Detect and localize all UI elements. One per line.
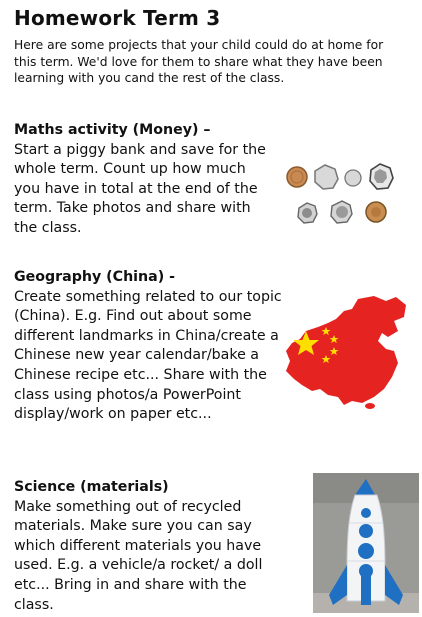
geography-heading: Geography (China) - [14, 269, 176, 285]
geography-body: Create something related to our topic (China). E.g. Find out about some different landmarks in China/create a Chinese new year calendar/bake a Chinese recipe etc... Share with the class using photos/a PowerPoint display/work on paper etc... [14, 288, 282, 423]
intro-paragraph: Here are some projects that your child could do at home for this term. We'd love for them to share what they have been learning with you cand the rest of the class. [14, 38, 384, 85]
maths-section [14, 121, 276, 239]
maths-heading: Maths activity (Money) – [14, 122, 211, 138]
china-flag-map-image [282, 293, 414, 415]
science-section [14, 478, 289, 615]
science-body: Make something out of recycled materials. Make sure you can say which different materials you have used. E.g. a vehicle/a rocket/ a doll etc... Bring in and share with the class. [14, 498, 263, 613]
page-title: Homework Term 3 [14, 6, 221, 30]
coins-image [285, 161, 397, 235]
geography-section [14, 268, 286, 425]
science-heading: Science (materials) [14, 479, 169, 495]
maths-body: Start a piggy bank and save for the whole term. Count up how much you have in total at the end of the term. Take photos and share with the class. [14, 141, 266, 236]
bottle-rocket-image [313, 473, 419, 617]
